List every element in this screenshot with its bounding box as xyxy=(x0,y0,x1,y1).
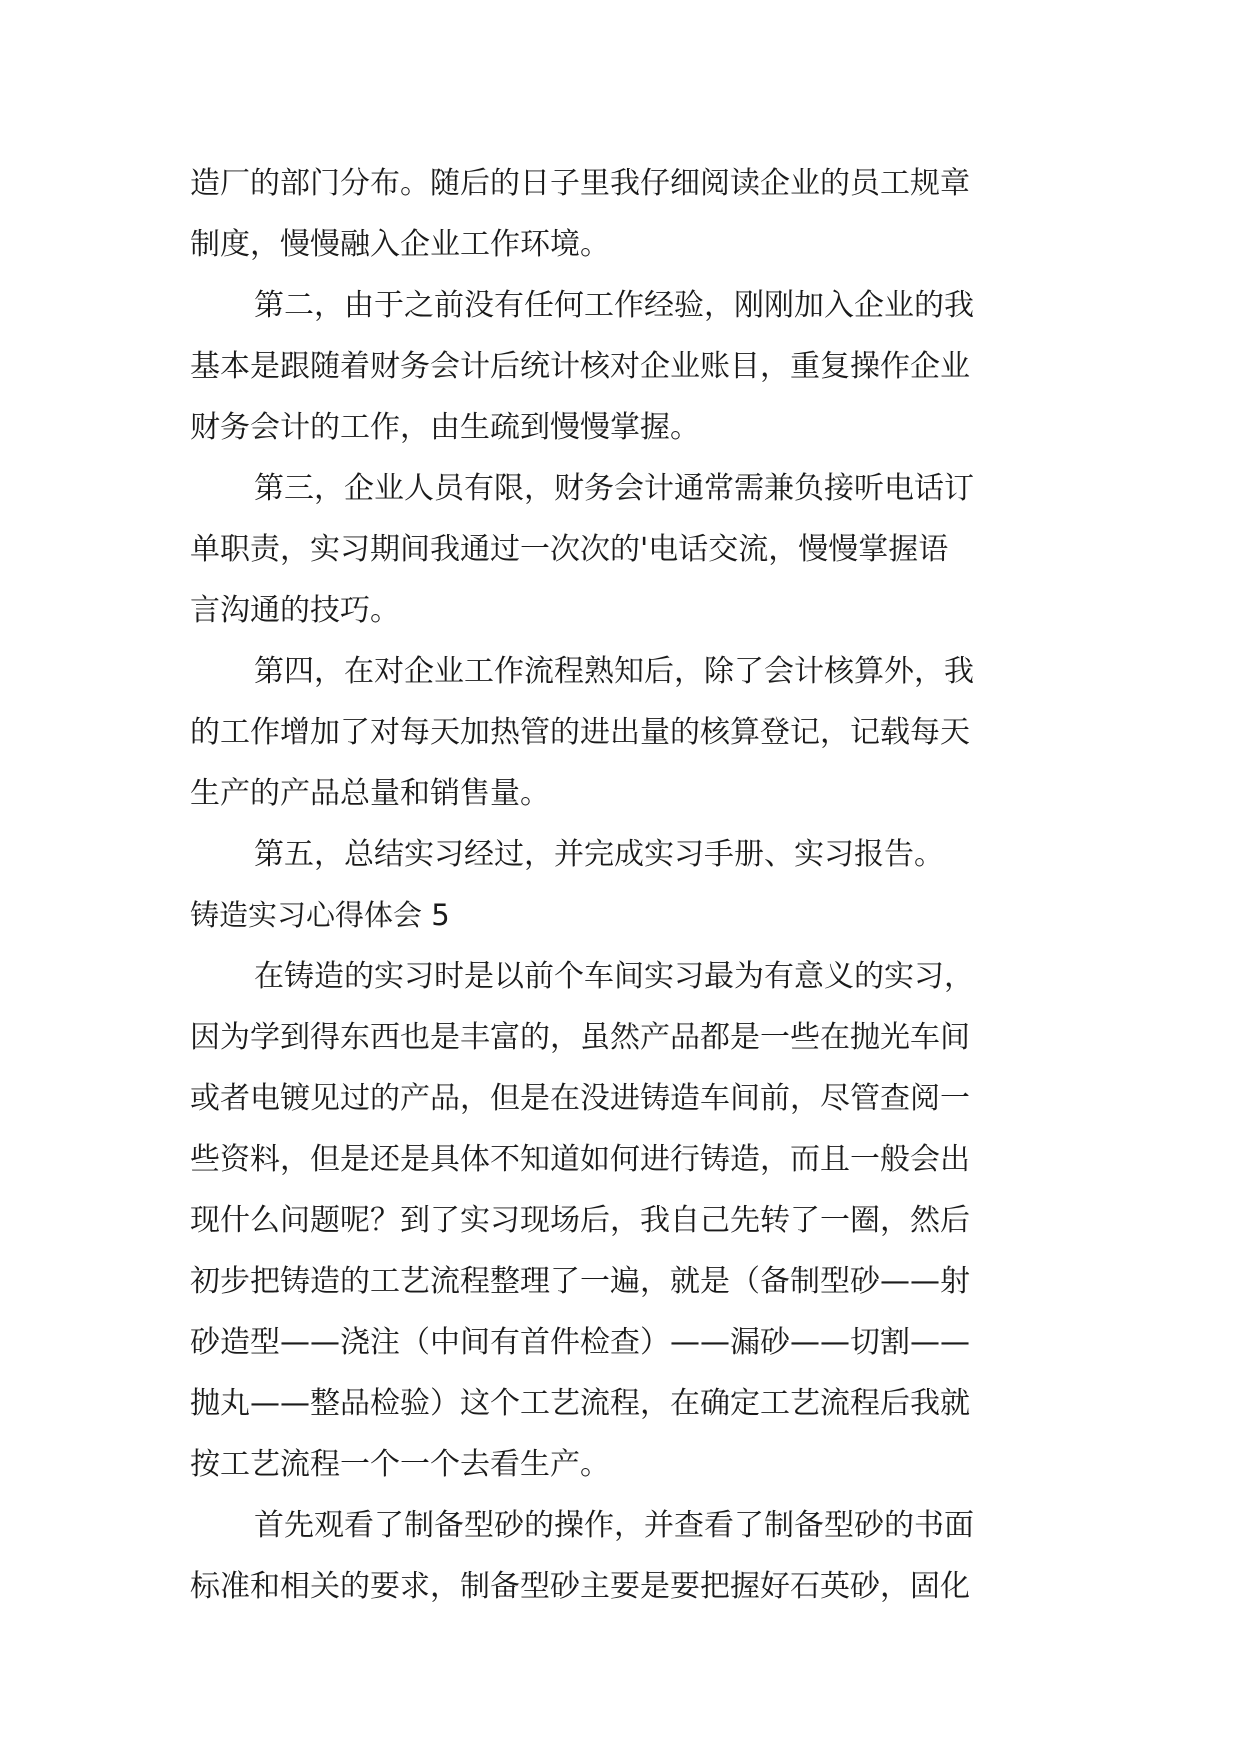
text-line: 砂造型——浇注（中间有首件检查）——漏砂——切割—— xyxy=(190,1325,970,1360)
text-line: 初步把铸造的工艺流程整理了一遍，就是（备制型砂——射 xyxy=(190,1264,970,1299)
text-line: 的工作增加了对每天加热管的进出量的核算登记，记载每天 xyxy=(190,715,970,750)
text-line: 或者电镀见过的产品，但是在没进铸造车间前，尽管查阅一 xyxy=(190,1081,970,1116)
text-line: 第二，由于之前没有任何工作经验，刚刚加入企业的我 xyxy=(254,288,974,323)
text-line: 因为学到得东西也是丰富的，虽然产品都是一些在抛光车间 xyxy=(190,1020,970,1055)
text-line: 第四，在对企业工作流程熟知后，除了会计核算外，我 xyxy=(254,654,974,689)
text-line: 首先观看了制备型砂的操作，并查看了制备型砂的书面 xyxy=(254,1508,974,1543)
text-line: 财务会计的工作，由生疏到慢慢掌握。 xyxy=(190,410,700,445)
document-body xyxy=(190,153,1052,1617)
text-line: 第三，企业人员有限，财务会计通常需兼负接听电话订 xyxy=(254,471,974,506)
text-line: 造厂的部门分布。随后的日子里我仔细阅读企业的员工规章 xyxy=(190,166,970,201)
text-line: 第五，总结实习经过，并完成实习手册、实习报告。 xyxy=(254,837,944,872)
text-line: 基本是跟随着财务会计后统计核对企业账目，重复操作企业 xyxy=(190,349,970,384)
text-line: 标准和相关的要求，制备型砂主要是要把握好石英砂，固化 xyxy=(190,1569,970,1604)
section-heading: 铸造实习心得体会 5 xyxy=(190,898,450,932)
text-line: 按工艺流程一个一个去看生产。 xyxy=(190,1447,610,1482)
text-line: 生产的产品总量和销售量。 xyxy=(190,776,550,811)
text-line: 在铸造的实习时是以前个车间实习最为有意义的实习， xyxy=(254,959,974,994)
text-line: 制度，慢慢融入企业工作环境。 xyxy=(190,227,610,262)
text-line: 言沟通的技巧。 xyxy=(190,593,400,628)
text-line: 现什么问题呢？到了实习现场后，我自己先转了一圈，然后 xyxy=(190,1203,970,1238)
text-line: 抛丸——整品检验）这个工艺流程，在确定工艺流程后我就 xyxy=(190,1386,970,1421)
text-line: 些资料，但是还是具体不知道如何进行铸造，而且一般会出 xyxy=(190,1142,970,1177)
text-line: 单职责，实习期间我通过一次次的'电话交流，慢慢掌握语 xyxy=(190,532,949,567)
